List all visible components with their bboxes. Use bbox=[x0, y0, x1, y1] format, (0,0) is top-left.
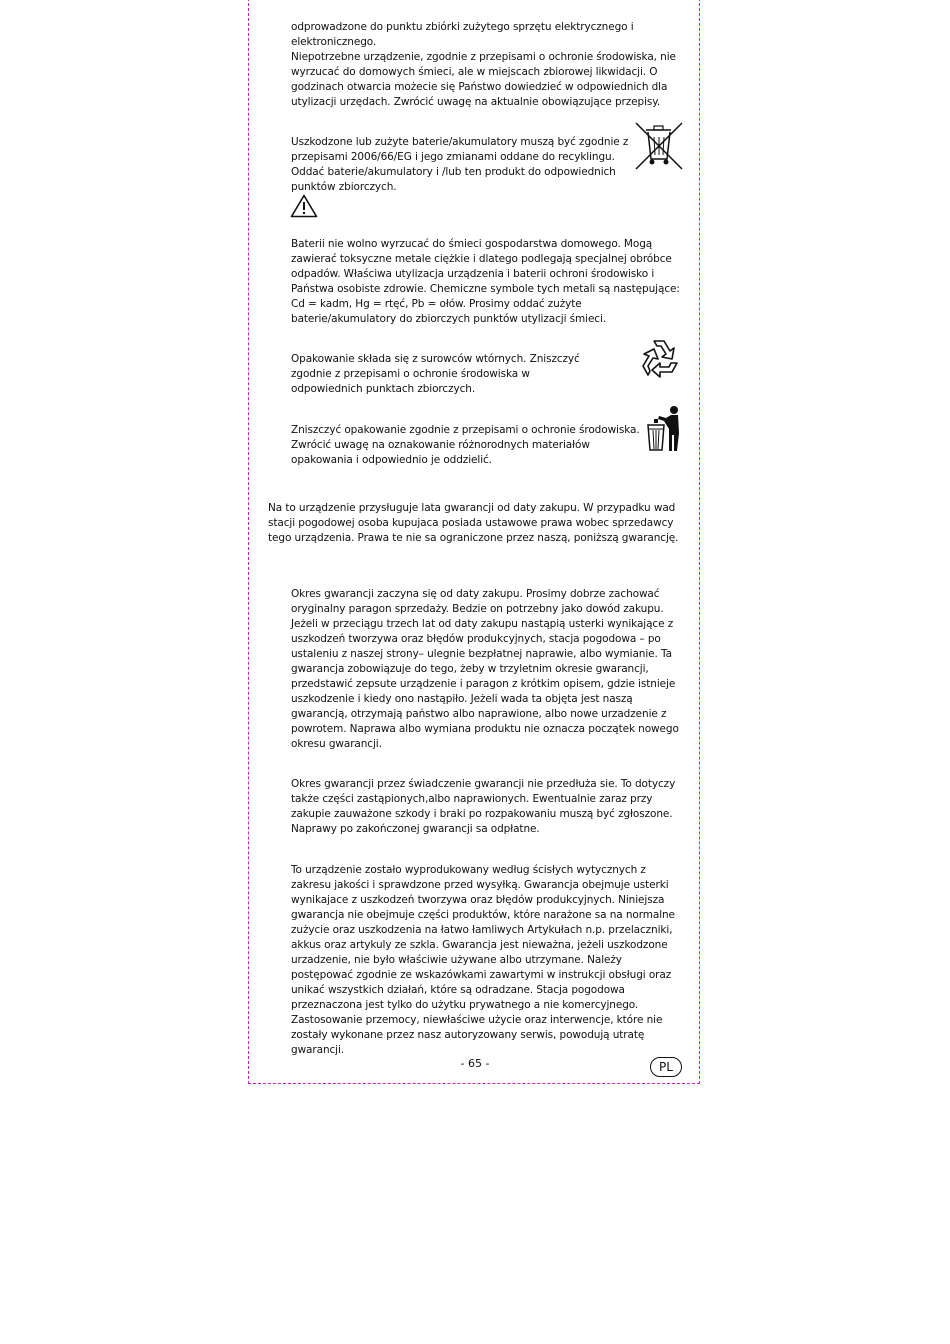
page-number: - 65 - bbox=[460, 1057, 490, 1070]
warranty-extension-paragraph: Okres gwarancji przez świadczenie gwarancji nie przedłuża sie. To dotyczy także części zastąpionych,albo naprawionych. Ewentualnie zaraz przy zakupie zauważone szkody i braki po rozpakowaniu muszą być zgłoszone. Naprawy po zakończonej gwarancji sa odpłatne. bbox=[291, 778, 676, 835]
packaging-paragraph: Opakowanie składa się z surowców wtórnych. Zniszczyć zgodnie z przepisami o ochronie środowiska w odpowiednich punktach zbiorczych. bbox=[291, 353, 580, 395]
warning-triangle-icon bbox=[290, 194, 318, 218]
warranty-intro-paragraph: Na to urządzenie przysługuje lata gwarancji od daty zakupu. W przypadku wad stacji pogodowej osoba kupujaca posiada ustawowe prawa wobec sprzedawcy tego urządzenia. Prawa te nie sa ograniczone przez naszą, poniższą gwarancję. bbox=[268, 502, 679, 544]
weee-text-continued: odprowadzone do punktu zbiórki zużytego sprzętu elektrycznego i elektronicznego. bbox=[291, 21, 634, 48]
battery-toxic-paragraph: Baterii nie wolno wyrzucać do śmieci gospodarstwa domowego. Mogą zawierać toksyczne metale ciężkie i dlatego podlegają specjalnej obróbce odpadów. Właściwa utylizacja urządzenia i baterii ochroni środowisko i Państwa osobiste zdrowie. Chemiczne symbole tych metali są następujące: Cd = kadm, Hg = rtęć, Pb = ołów. Prosimy oddać zużyte baterie/akumulatory do zbiorczych punktów utylizacji śmieci. bbox=[291, 238, 680, 325]
disposal-paragraph: Niepotrzebne urządzenie, zgodnie z przepisami o ochronie środowiska, nie wyrzucać do domowych śmieci, ale w miejscach zbiorowej likwidacji. O godzinach otwarcia możecie się Państwo dowiedzieć w odpowiednich dla utylizacji urzędach. Zwrócić uwagę na aktualnie obowiązujące przepisy. bbox=[291, 51, 676, 108]
crossed-bin-icon bbox=[634, 121, 684, 173]
packaging-sort-paragraph: Zniszczyć opakowanie zgodnie z przepisami o ochronie środowiska. Zwrócić uwagę na oznakowanie różnorodnych materiałów opakowania i odpowiednio je oddzielić. bbox=[291, 424, 640, 466]
recycle-icon bbox=[634, 335, 684, 383]
warranty-period-paragraph: Okres gwarancji zaczyna się od daty zakupu. Prosimy dobrze zachować oryginalny paragon sprzedaży. Bedzie on potrzebny jako dowód zakupu. Jeżeli w przeciągu trzech lat od daty zakupu nastąpią usterki wynikające z uszkodzeń tworzywa oraz błędów produkcyjnych, stacja pogodowa – po ustaleniu z naszej strony– ulegnie bezpłatnej naprawie, albo wymianie. Ta gwarancja zobowiązuje do tego, żeby w trzyletnim okresie gwarancji, przedstawić zepsute urządzenie i paragon z krótkim opisem, gdzie istnieje uszkodzenie i kiedy ono nastąpiło. Jeżeli wada ta objęta jest naszą gwarancją, otrzymają państwo albo naprawione, albo nowe urzadzenie z powrotem. Naprawa albo wymiana produktu nie oznacza początek nowego okresu gwarancji. bbox=[291, 588, 679, 750]
battery-recycling-paragraph: Uszkodzone lub zużyte baterie/akumulatory muszą być zgodnie z przepisami 2006/66/EG i jego zmianami oddane do recyklingu. Oddać baterie/akumulatory i /lub ten produkt do odpowiednich punktów zbiorczych. bbox=[291, 136, 629, 193]
language-badge: PL bbox=[650, 1057, 682, 1077]
tidyman-icon bbox=[644, 405, 684, 455]
warranty-scope-paragraph: To urządzenie zostało wyprodukowany według ścisłych wytycznych z zakresu jakości i sprawdzone przed wysyłką. Gwarancja obejmuje usterki wynikajace z uszkodzeń tworzywa oraz błędów produkcyjnych. Niniejsza gwarancja nie obejmuje części produktów, które narażone sa na normalne zużycie oraz uszkodzenia na łatwo łamliwych Artykułach n.p. przelaczniki, akkus oraz artykuly ze szkla. Gwarancja jest nieważna, jeżeli uszkodzone urzadzenie, nie było właściwie używane albo utrzymane. Należy postępować zgodnie ze wskazówkami zawartymi w instrukcji obsługi oraz unikać wszystkich działań, które są odradzane. Stacja pogodowa przeznaczona jest tylko do użytku prywatnego a nie komercyjnego. Zastosowanie przemocy, niewłaściwe użycie oraz interwencje, które nie zostały wykonane przez nasz autoryzowany serwis, powodują utratę gwarancji. bbox=[291, 864, 675, 1056]
